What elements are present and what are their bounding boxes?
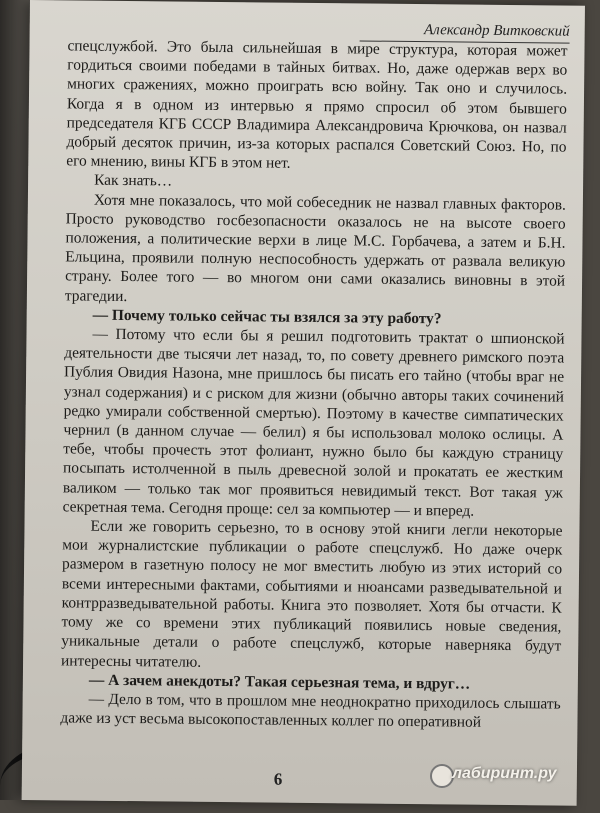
- book-page: [22, 0, 585, 806]
- paragraph: спецслужбой. Это была сильнейшая в мире структура, которая может гордиться своими победами в тайных битвах. Но, даже одержав верх во многих сражениях, можно проиграть всю войну. Так оно и случилось. Когда я в одном из интервью я прямо спросил об этом бывшего председателя КГБ СССР Владимира Александровича Крючкова, он назвал добрый десяток причин, из-за которых распался Советский Союз. Но, по его мнению, вины КГБ в этом нет.: [66, 37, 568, 172]
- running-header: Александр Витковский: [360, 21, 570, 43]
- labirint-logo-icon: [430, 764, 454, 788]
- paragraph: Если же говорить серьезно, то в основу этой книги легли некоторые мои журналистские публикации о работе спецслужб. Но даже очерк размером в газетную полосу не мог вместить любую из этих историй со всеми интересными фактами, событиями и нюансами разведывательной и контрразведывательной работы. Книга это позволяет. Хотя бы отчасти. К тому же со времени этих публикаций появились новые сведения, уникальные детали о работе спецслужб, которые наверняка будут интересны читателю.: [60, 517, 563, 671]
- paragraph: Хотя мне показалось, что мой собеседник не назвал главных факторов. Просто руководство госбезопасности оказалось не на высоте своего положения, а политические верхи в лице М.С. Горбачева, а затем и Б.Н. Ельцина, проявили полную неспособность удержать от развала великую страну. Более того — во многом они сами оказались виновны в этой трагедии.: [64, 191, 566, 305]
- paragraph: — Потому что если бы я решил подготовить трактат о шпионской деятельности две тысячи лет назад, то, по совету древнего римского поэта Публия Овидия Назона, мне пришлось бы писать его тайно (чтобы враг не узнал содержания) и с риском для жизни (обычно авторы таких сочинений редко умирали собственной смертью). Поэтому в качестве симпатических чернил (в данном случае — белил) я бы использовал молоко ослицы. А тебе, чтобы прочесть этот фолиант, нужно было бы каждую страницу посыпать истолченной в пыль древесной золой и прокатать ее жестким валиком — только так мог проявиться невидимый текст. Вот такая уж секретная тема. Сегодня проще: сел за компьютер — и вперед.: [62, 325, 565, 520]
- body-text: [60, 36, 567, 733]
- question: — Почему только сейчас ты взялся за эту работу?: [92, 306, 442, 328]
- question: — А зачем анекдоты? Такая серьезная тема, и вдруг…: [88, 671, 471, 693]
- paragraph: — Дело в том, что в прошлом мне неоднократно приходилось слышать даже из уст весьма высокопоставленных коллег по оперативной: [60, 690, 561, 731]
- page-number: 6: [273, 769, 283, 789]
- paragraph: Как знать…: [94, 172, 173, 190]
- watermark: лабиринт.ру: [452, 765, 557, 782]
